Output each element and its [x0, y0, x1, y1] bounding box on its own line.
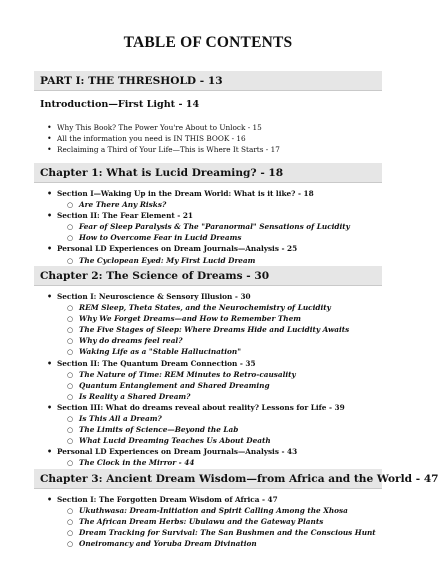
chapter-heading: Chapter 3: Ancient Dream Wisdom—from Africa and the World - 47 [34, 469, 382, 489]
subsection-entry: ○ Ukuthwasa: Dream-Initiation and Spirit Calling Among the Xhosa [67, 505, 387, 516]
subsection-entry: ○ The Cyclopean Eyed: My First Lucid Dream [67, 255, 387, 266]
section-entry: • Section I—Waking Up in the Dream World: What is it like? - 18 ○ Are There Any Risks? [47, 188, 387, 210]
subsection-entry: ○ The Limits of Science—Beyond the Lab [67, 424, 387, 435]
subsection-entry: ○ How to Overcome Fear in Lucid Dreams [67, 232, 387, 243]
toc-entry: • All the information you need is IN THIS BOOK - 16 [47, 133, 387, 144]
section-entry: • Section I: Neuroscience & Sensory Illusion - 30 ○ REM Sleep, Theta States, and the Neurochemistry of Lucidity ○ Why We Forget Dreams—and How to Remember Them ○ The Five Stages of Sleep: Where Dreams Hide and Lucidity Awaits ○ Why do dreams feel real? ○ Waking Life as a "Stable Hallucination" [47, 291, 387, 358]
subsection-entry: ○ The Clock in the Mirror - 44 [67, 457, 387, 468]
subsection-entry: ○ Dream Tracking for Survival: The San Bushmen and the Conscious Hunt [67, 527, 387, 538]
section-entry: • Personal LD Experiences on Dream Journals—Analysis - 25 ○ The Cyclopean Eyed: My First Lucid Dream [47, 243, 387, 265]
chapter-heading: Chapter 1: What is Lucid Dreaming? - 18 [34, 163, 382, 183]
section-entry: • Section III: What do dreams reveal about reality? Lessons for Life - 39 ○ Is This All a Dream? ○ The Limits of Science—Beyond the Lab ○ What Lucid Dreaming Teaches Us About Death [47, 402, 387, 446]
subsection-entry: ○ Quantum Entanglement and Shared Dreaming [67, 380, 387, 391]
section-entry: • Section I: The Forgotten Dream Wisdom of Africa - 47 ○ Ukuthwasa: Dream-Initiation and Spirit Calling Among the Xhosa ○ The African Dream Herbs: Ubulawu and the Gateway Plants ○ Dream Tracking for Survival: The San Bushmen and the Conscious Hunt ○ Oneiromancy and Yoruba Dream Divination [47, 494, 387, 549]
subsection-entry: ○ Oneiromancy and Yoruba Dream Divination [67, 538, 387, 549]
part-heading: PART I: THE THRESHOLD - 13 [34, 71, 382, 91]
subsection-entry: ○ Fear of Sleep Paralysis & The "Paranormal" Sensations of Lucidity [67, 221, 387, 232]
chapter-list [47, 291, 387, 469]
subsection-entry: ○ Is Reality a Shared Dream? [67, 391, 387, 402]
subsection-entry: ○ REM Sleep, Theta States, and the Neurochemistry of Lucidity [67, 302, 387, 313]
subsection-entry: ○ Why We Forget Dreams—and How to Remember Them [67, 313, 387, 324]
subsection-entry: ○ The African Dream Herbs: Ubulawu and the Gateway Plants [67, 516, 387, 527]
chapter-heading: Chapter 2: The Science of Dreams - 30 [34, 266, 382, 286]
section-entry: • Personal LD Experiences on Dream Journals—Analysis - 43 ○ The Clock in the Mirror - 44 [47, 446, 387, 468]
chapter-list [47, 494, 387, 549]
page-title: TABLE OF CONTENTS [123, 34, 293, 51]
section-entry: • Section II: The Fear Element - 21 ○ Fear of Sleep Paralysis & The "Paranormal" Sensations of Lucidity ○ How to Overcome Fear in Lucid Dreams [47, 210, 387, 243]
subsection-entry: ○ Why do dreams feel real? [67, 335, 387, 346]
subsection-entry: ○ Waking Life as a "Stable Hallucination" [67, 346, 387, 357]
intro-heading: Introduction—First Light - 14 [40, 99, 200, 110]
subsection-entry: ○ Are There Any Risks? [67, 199, 387, 210]
toc-entry: • Reclaiming a Third of Your Life—This is Where It Starts - 17 [47, 144, 387, 155]
subsection-entry: ○ What Lucid Dreaming Teaches Us About Death [67, 435, 387, 446]
subsection-entry: ○ Is This All a Dream? [67, 413, 387, 424]
intro-list [47, 122, 387, 155]
subsection-entry: ○ The Five Stages of Sleep: Where Dreams Hide and Lucidity Awaits [67, 324, 387, 335]
section-entry: • Section II: The Quantum Dream Connection - 35 ○ The Nature of Time: REM Minutes to Retro-causality ○ Quantum Entanglement and Shared Dreaming ○ Is Reality a Shared Dream? [47, 358, 387, 402]
toc-entry: • Why This Book? The Power You're About to Unlock - 15 [47, 122, 387, 133]
chapter-list [47, 188, 387, 266]
subsection-entry: ○ The Nature of Time: REM Minutes to Retro-causality [67, 369, 387, 380]
